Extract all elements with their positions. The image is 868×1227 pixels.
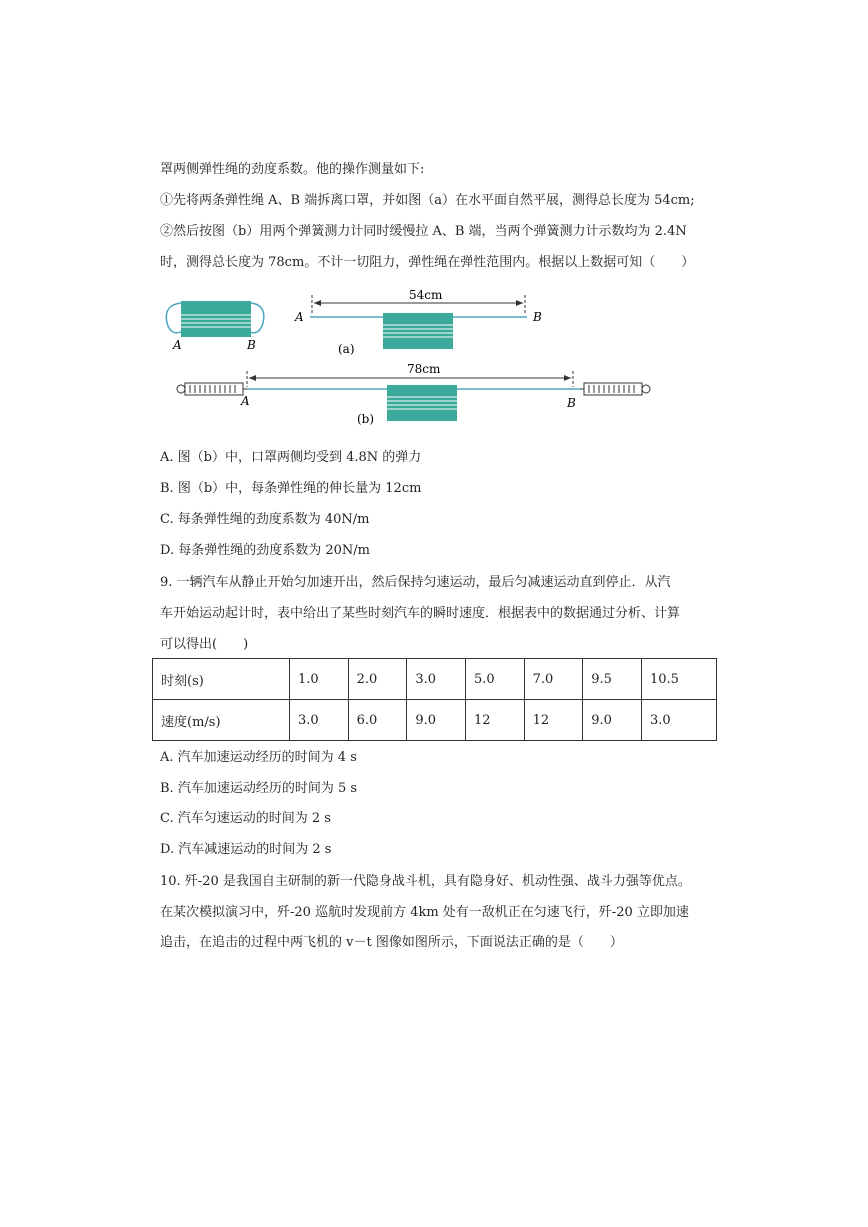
table-row <box>153 700 717 741</box>
intro-line: ②然后按图（b）用两个弹簧测力计同时缓慢拉 A、B 端，当两个弹簧测力计示数均为 2.4N <box>160 224 687 239</box>
table-cell: 5.0 <box>465 659 524 700</box>
label-end-a: A <box>241 394 250 408</box>
spring-scale-icon <box>580 383 650 395</box>
table-cell: 9.5 <box>583 659 642 700</box>
q8-option: C. 每条弹性绳的劲度系数为 40N/m <box>160 512 370 527</box>
table-cell: 9.0 <box>583 700 642 741</box>
length-label-a: 54cm <box>409 288 443 302</box>
q9-stem-line: 车开始运动起计时，表中给出了某些时刻汽车的瞬时速度．根据表中的数据通过分析、计算 <box>160 606 681 621</box>
q10-stem-line: 在某次模拟演习中，歼-20 巡航时发现前方 4km 处有一敌机正在匀速飞行，歼-20 立即加速 <box>160 905 689 920</box>
table-row <box>153 659 717 700</box>
mask-icon <box>387 385 457 421</box>
table-cell: 12 <box>524 700 583 741</box>
figure-label-b: (b) <box>357 412 375 426</box>
mask-icon <box>383 313 453 349</box>
q9-data-table <box>152 658 717 741</box>
intro-line: ①先将两条弹性绳 A、B 端拆离口罩，并如图（a）在水平面自然平展，测得总长度为 54cm; <box>160 193 695 208</box>
figure-label-a: (a) <box>338 342 355 356</box>
table-cell: 3.0 <box>290 700 349 741</box>
q9-stem-line: 可以得出( ) <box>160 637 249 652</box>
q10-stem-line: 追击，在追击的过程中两飞机的 v－t 图像如图所示，下面说法正确的是（ ） <box>160 935 623 950</box>
intro-line: 罩两侧弹性绳的劲度系数。他的操作测量如下: <box>160 162 425 177</box>
table-cell: 12 <box>465 700 524 741</box>
table-cell: 3.0 <box>407 659 466 700</box>
label-end-b: B <box>567 396 576 410</box>
length-label-b: 78cm <box>407 362 441 376</box>
q9-option: B. 汽车加速运动经历的时间为 5 s <box>160 781 358 796</box>
table-cell: 3.0 <box>641 700 716 741</box>
table-cell: 9.0 <box>407 700 466 741</box>
q9-stem-line: 9. 一辆汽车从静止开始匀加速开出，然后保持匀速运动，最后匀减速运动直到停止．从汽 <box>160 575 671 590</box>
q9-option: D. 汽车减速运动的时间为 2 s <box>160 842 332 857</box>
q8-option: A. 图（b）中，口罩两侧均受到 4.8N 的弹力 <box>160 450 422 465</box>
label-end-b: B <box>247 338 256 352</box>
q9-option: A. 汽车加速运动经历的时间为 4 s <box>160 750 357 765</box>
label-end-b: B <box>533 310 542 324</box>
table-cell: 1.0 <box>290 659 349 700</box>
label-end-a: A <box>173 338 182 352</box>
table-cell: 2.0 <box>348 659 407 700</box>
q8-option: B. 图（b）中，每条弹性绳的伸长量为 12cm <box>160 481 422 496</box>
table-row-header: 时刻(s) <box>153 659 290 700</box>
mask-with-cords-icon <box>166 301 264 337</box>
q8-option: D. 每条弹性绳的劲度系数为 20N/m <box>160 543 370 558</box>
table-row-header: 速度(m/s) <box>153 700 290 741</box>
spring-scale-icon <box>177 383 247 395</box>
label-end-a: A <box>295 310 304 324</box>
table-cell: 7.0 <box>524 659 583 700</box>
table-cell: 10.5 <box>641 659 716 700</box>
mask-figure <box>155 285 655 435</box>
table-cell: 6.0 <box>348 700 407 741</box>
intro-line: 时，测得总长度为 78cm。不计一切阻力，弹性绳在弹性范围内。根据以上数据可知（ ） <box>160 255 695 270</box>
q9-option: C. 汽车匀速运动的时间为 2 s <box>160 811 331 826</box>
q10-stem-line: 10. 歼-20 是我国自主研制的新一代隐身战斗机，具有隐身好、机动性强、战斗力强等优点。 <box>160 874 691 889</box>
